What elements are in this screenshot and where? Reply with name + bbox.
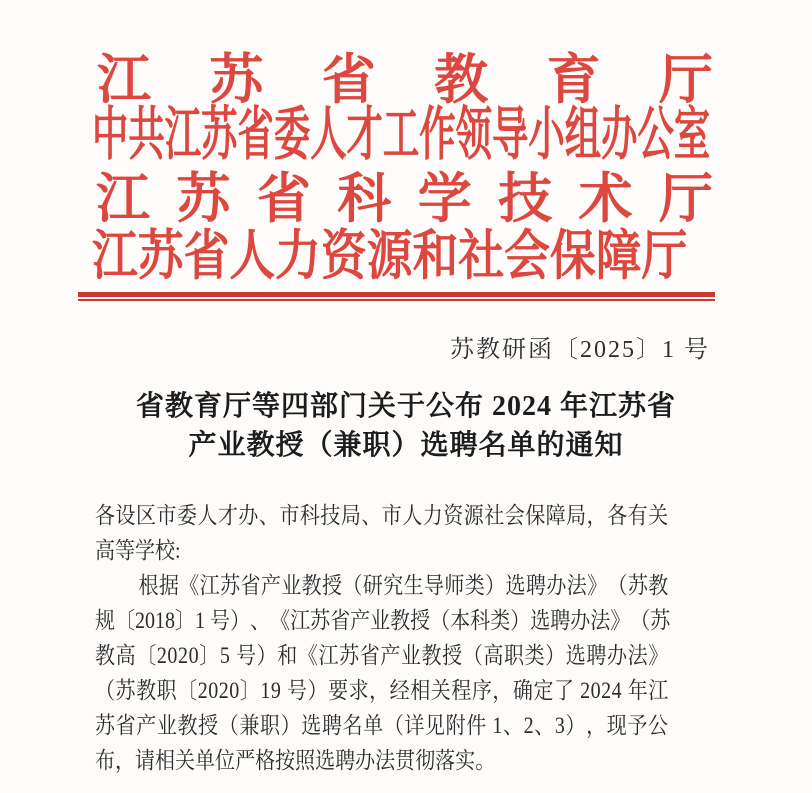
- document-title-line-1: 省教育厅等四部门关于公布 2024 年江苏省: [135, 391, 676, 422]
- document-title: [0, 387, 812, 465]
- body-line-paragraph: （ 苏 教 职 〔 2 0 2 0 〕 1 9 号 ） 要 求 ， 经 相 关 程 序 ， 确 定 了 2 0 2 4 年 江: [95, 678, 669, 703]
- body-line-paragraph: 苏 省 产 业 教 授 （ 兼 职 ） 选 聘 名 单 （ 详 见 附 件 1 、 2 、 3 ） ， 现 予 公: [95, 713, 669, 738]
- body-line-paragraph-end: 布，请相关单位严格按照选聘办法贯彻落实。: [95, 748, 496, 773]
- red-separator-rule: [78, 292, 715, 297]
- agency-name-hr-social-security-dept-text: 江苏省人力资源和社会保障厅: [92, 226, 688, 286]
- body-line-salutation-end: 高等学校:: [95, 538, 181, 563]
- agency-name-talent-office-text: 中共江苏省委人才工作领导小组办公室: [92, 102, 711, 167]
- document-body: [95, 498, 671, 778]
- agency-name-science-tech-dept: 江 苏 省 科 学 技 术 厅: [96, 168, 713, 229]
- body-line-paragraph: 根 据 《 江 苏 省 产 业 教 授 （ 研 究 生 导 师 类 ） 选 聘 办 法 》 （ 苏 教: [138, 573, 669, 598]
- document-title-line-2: 产业教授（兼职）选聘名单的通知: [188, 430, 624, 461]
- body-line-paragraph: 规 〔 2 0 1 8 〕 1 号 ） 、 《 江 苏 省 产 业 教 授 （ 本 科 类 ） 选 聘 办 法 》 （ 苏: [95, 608, 671, 633]
- body-line-salutation: 各 设 区 市 委 人 才 办 、 市 科 技 局 、 市 人 力 资 源 社 会 保 障 局 ， 各 有 关: [95, 503, 669, 528]
- agency-name-education-dept: 江 苏 省 教 育 厅: [97, 49, 713, 110]
- body-line-paragraph: 教 高 〔 2 0 2 0 〕 5 号 ） 和 《 江 苏 省 产 业 教 授 （ 高 职 类 ） 选 聘 办 法 》: [95, 643, 669, 668]
- agency-name-hr-social-security-dept: [92, 227, 794, 285]
- document-reference-number: 苏教研函〔2025〕1 号: [450, 337, 710, 363]
